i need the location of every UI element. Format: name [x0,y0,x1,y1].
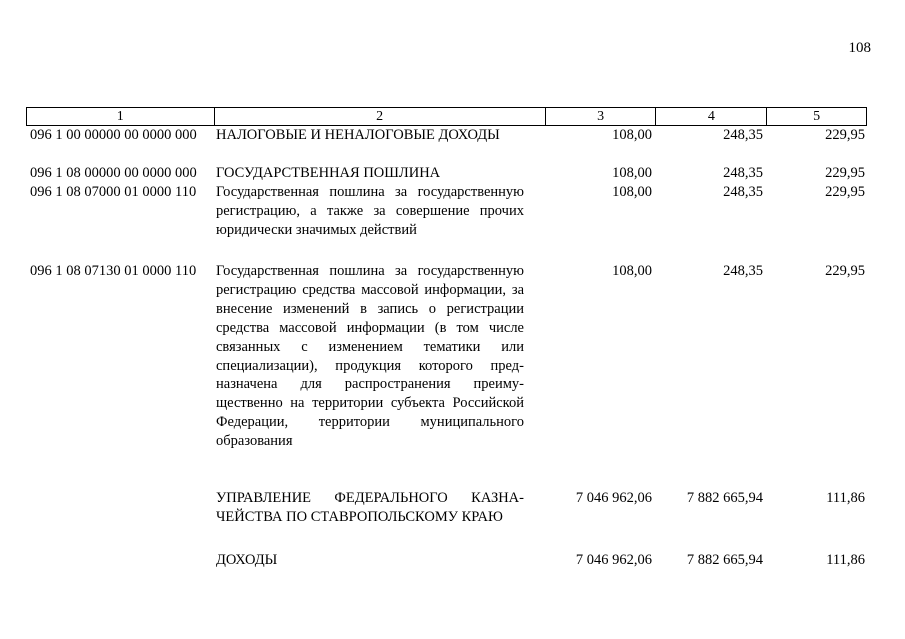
header-col-4: 4 [655,108,766,125]
row-name: ДОХОДЫ [216,552,278,568]
row-value-col4: 7 882 665,94 [686,552,763,568]
row-code: 096 1 08 07000 01 0000 110 [30,184,197,200]
row-value-col5: 111,86 [826,552,865,568]
row-value-col5: 229,95 [825,165,865,181]
row-code: 096 1 00 00000 00 0000 000 [30,127,197,143]
row-value-col5: 229,95 [825,184,865,200]
row-value-col5: 229,95 [825,263,865,279]
row-value-col4: 7 882 665,94 [686,490,763,506]
row-name: НАЛОГОВЫЕ И НЕНАЛОГОВЫЕ ДОХОДЫ [216,127,500,143]
data-table [26,107,867,568]
row-value-col4: 248,35 [723,184,763,200]
row-value-col3: 108,00 [612,263,652,279]
row-value-col3: 7 046 962,06 [575,490,652,506]
row-name: Государственная пошлина за государственную регистрацию, а также за совершение прочих юридически значимых действий [216,184,524,238]
header-col-1: 1 [116,109,124,124]
row-value-col3: 108,00 [612,184,652,200]
table-header-row [26,107,867,126]
header-col-5: 5 [766,108,866,125]
header-col-3: 3 [545,108,656,125]
row-value-col5: 229,95 [825,127,865,143]
header-col-2: 2 [214,108,545,125]
row-code: 096 1 08 00000 00 0000 000 [30,165,197,181]
row-code: 096 1 08 07130 01 0000 110 [30,263,197,279]
row-value-col4: 248,35 [723,263,763,279]
row-value-col4: 248,35 [723,127,763,143]
row-name: Государственная пошлина за государственную регистрацию средства массовой информации, за внесение изменений в запись о регистрации средства массовой информации (в том числе связанных с изменением тематики или специализации), продукция которого предназначена для распространения преимущественно на территории субъекта Российской Федерации, территории муниципального образования [216,263,524,450]
row-value-col3: 7 046 962,06 [575,552,652,568]
page-number: 108 [848,40,871,56]
row-value-col4: 248,35 [723,165,763,181]
row-value-col5: 111,86 [826,490,865,506]
row-value-col3: 108,00 [612,165,652,181]
row-value-col3: 108,00 [612,127,652,143]
row-name: ГОСУДАРСТВЕННАЯ ПОШЛИНА [216,165,441,181]
row-name: УПРАВЛЕНИЕ ФЕДЕРАЛЬНОГО КАЗНАЧЕЙСТВА ПО СТАВРОПОЛЬСКОМУ КРАЮ [216,490,524,525]
